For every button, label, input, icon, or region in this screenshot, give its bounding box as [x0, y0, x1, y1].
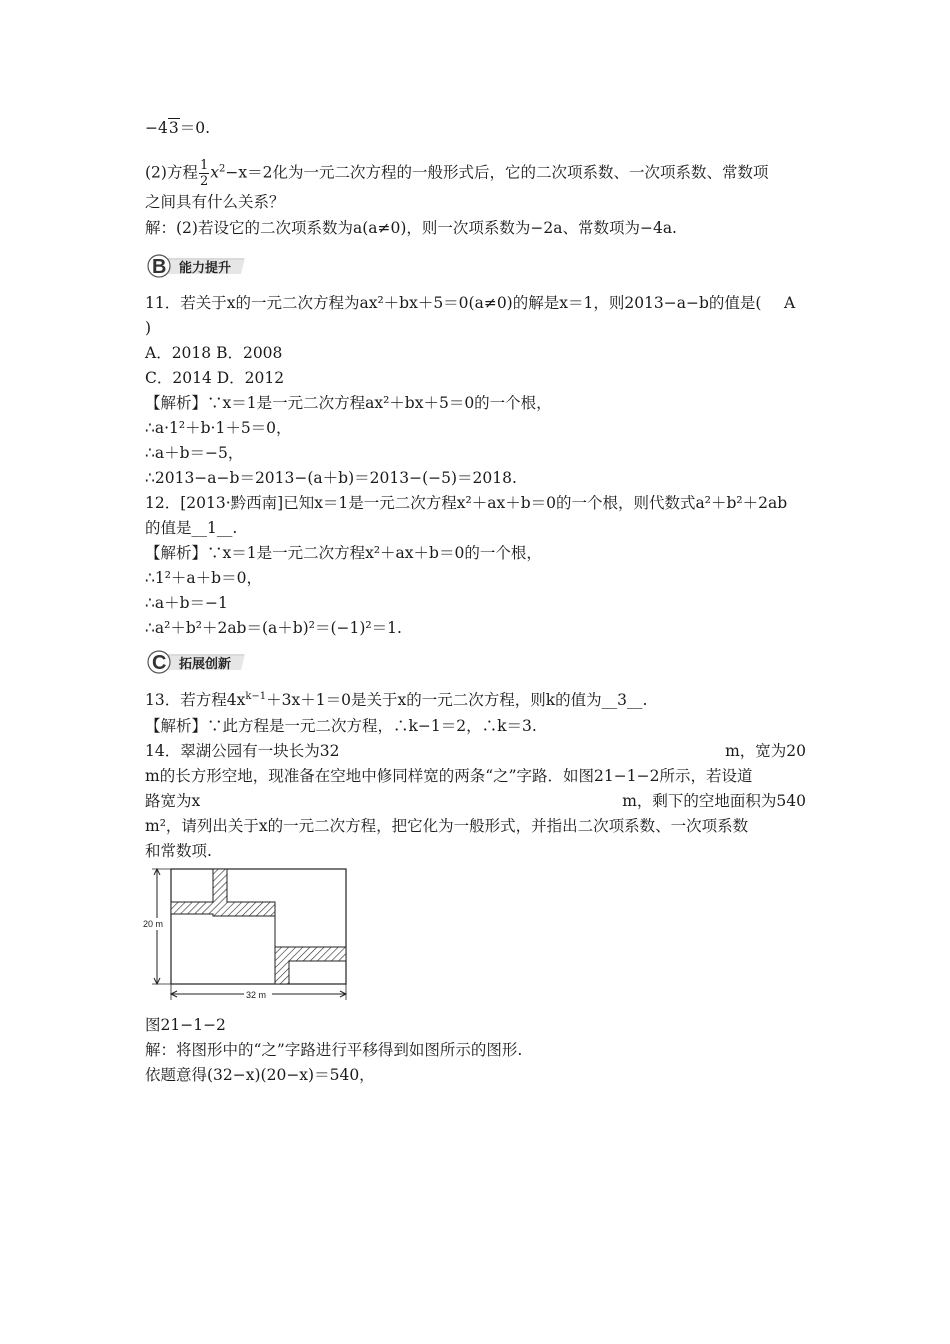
figure-caption: 图21−1−2 — [145, 1016, 226, 1034]
svg-text:能力提升: 能力提升 — [179, 261, 232, 276]
q14-line-1b: m，宽为20 — [725, 742, 806, 760]
svg-text:B: B — [152, 256, 167, 278]
q13-answer: __3__ — [601, 691, 643, 709]
question-2-line-2: 之间具有什么关系？ — [145, 193, 285, 211]
q12-solution-4: ∴a²＋b²＋2ab＝(a＋b)²＝(−1)²＝1. — [145, 619, 402, 637]
zigzag-path-diagram — [140, 862, 355, 1007]
q11-answer: A — [784, 294, 796, 312]
q11-solution-4: ∴2013−a−b＝2013−(a＋b)＝2013−(−5)＝2018. — [145, 469, 517, 487]
q13-line-1: 13．若方程$4x^{k-1}+3x+1=0$是关于x的一元二次方程，则k的值为__3__. — [145, 691, 648, 709]
section-c-banner — [145, 648, 249, 676]
q14-line-3a: 路宽为x — [145, 792, 201, 810]
q12-line-1: 12．[2013·黔西南]已知x＝1是一元二次方程x²＋ax＋b＝0的一个根，则代数式a²＋b²＋2ab — [145, 494, 788, 512]
section-c-banner-icon — [145, 648, 249, 676]
q11-options-ab: A．2018 B．2008 — [145, 344, 283, 362]
svg-text:C: C — [152, 652, 167, 674]
q12-solution-1: 【解析】∵x＝1是一元二次方程x²＋ax＋b＝0的一个根， — [145, 544, 542, 562]
q11-solution-3: ∴a＋b＝−5， — [145, 444, 244, 462]
q14-solution-2: 依题意得(32−x)(20−x)＝540， — [145, 1066, 375, 1084]
q12-line-2: 的值是__1__. — [145, 519, 238, 537]
section-b-banner-icon — [145, 252, 249, 280]
q11-line-1: 11．若关于x的一元二次方程为ax²＋bx＋5＝0(a≠0)的解是x＝1，则2013−a−b的值是( — [145, 294, 762, 312]
sqrt-3: 3 — [168, 119, 179, 137]
q13-solution: 【解析】∵此方程是一元二次方程，∴k−1＝2，∴k＝3. — [145, 717, 537, 735]
equation-line: −43＝0. — [145, 119, 211, 137]
question-2-line-1: (2)方程 $\frac{1}{2}$ $x^2-x=2$化为一元二次方程的一般形式后，它的二次项系数、一次项系数、常数项 — [145, 158, 769, 189]
svg-text:拓展创新: 拓展创新 — [179, 657, 232, 672]
q11-solution-2: ∴a·1²＋b·1＋5＝0， — [145, 419, 292, 437]
q11-solution-1: 【解析】∵x＝1是一元二次方程ax²＋bx＋5＝0的一个根， — [145, 394, 552, 412]
q11-line-2: ) — [145, 319, 152, 337]
q14-line-2: m的长方形空地，现准备在空地中修同样宽的两条“之”字路．如图21−1−2所示，若设道 — [145, 767, 753, 785]
q12-solution-3: ∴a＋b＝−1 — [145, 594, 228, 612]
fraction-one-half: $\frac{1}{2}$ — [199, 158, 209, 189]
field-rectangle — [171, 869, 346, 984]
q14-line-5: 和常数项. — [145, 842, 212, 860]
fig-height-label: 20 m — [143, 919, 164, 929]
q12-answer: __1__ — [191, 519, 233, 537]
q14-line-1a: 14．翠湖公园有一块长为32 — [145, 742, 340, 760]
figure-21-1-2 — [140, 862, 355, 1007]
q12-solution-2: ∴1²＋a＋b＝0， — [145, 569, 262, 587]
section-b-banner — [145, 252, 249, 280]
q11-options-cd: C．2014 D．2012 — [145, 369, 285, 387]
q14-line-3b: m，剩下的空地面积为540 — [622, 792, 806, 810]
q14-line-4: m²，请列出关于x的一元二次方程，把它化为一般形式，并指出二次项系数、一次项系数 — [145, 817, 749, 835]
answer-2: 解：(2)若设它的二次项系数为a(a≠0)，则一次项系数为−2a、常数项为−4a. — [145, 219, 677, 237]
fig-width-label: 32 m — [246, 990, 267, 1000]
q14-solution-1: 解：将图形中的“之”字路进行平移得到如图所示的图形. — [145, 1041, 523, 1059]
